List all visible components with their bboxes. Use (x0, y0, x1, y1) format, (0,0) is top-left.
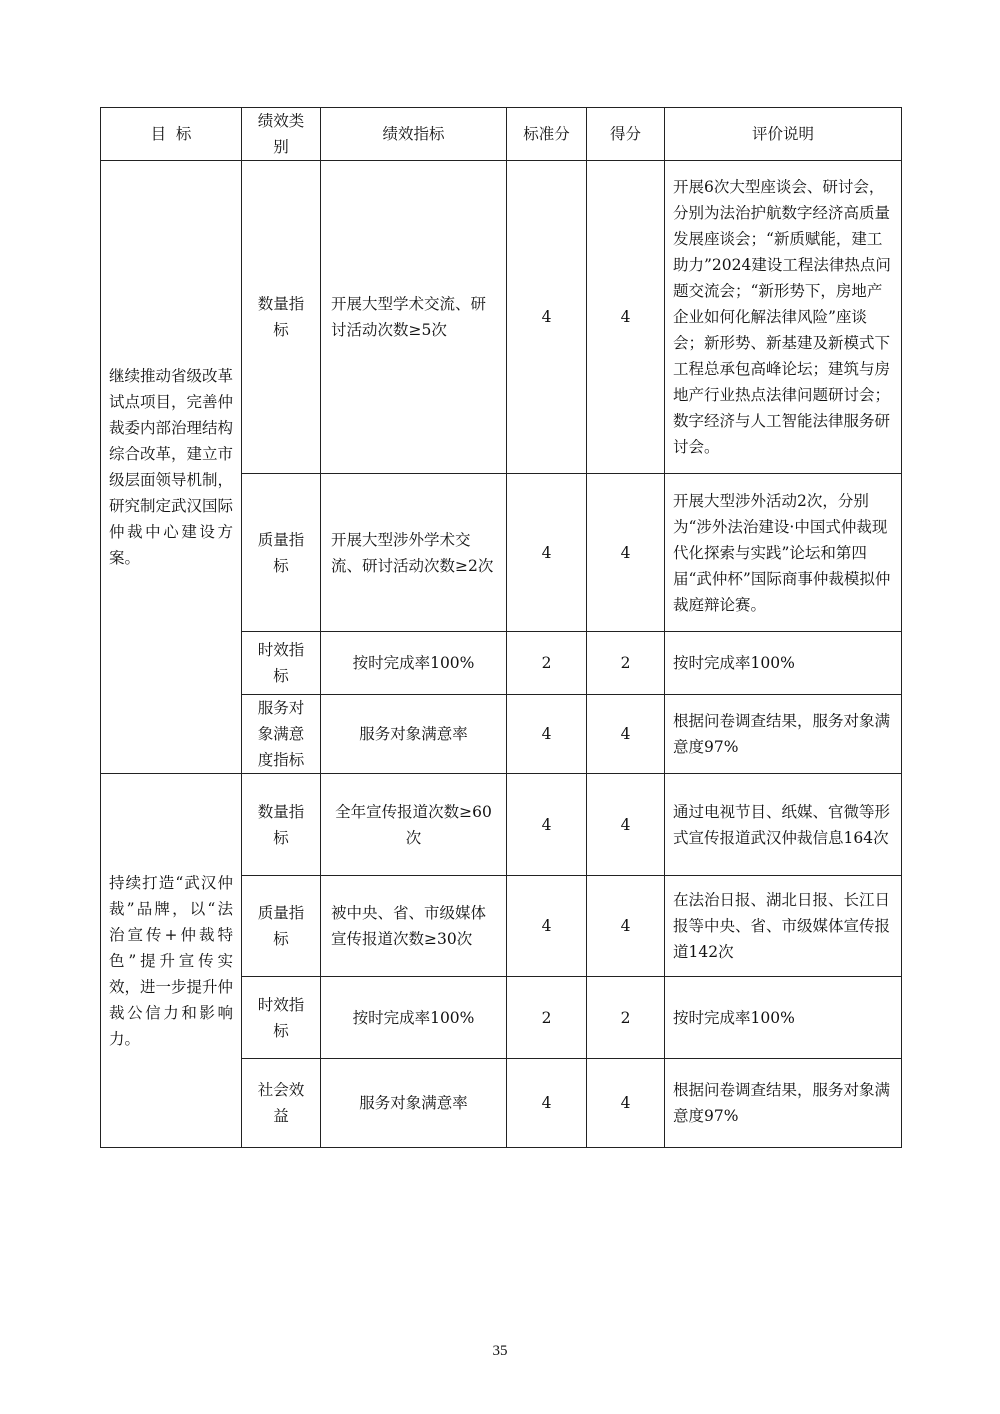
indicator-cell: 服务对象满意率 (321, 695, 507, 774)
page-number: 35 (492, 1343, 508, 1359)
category-cell: 数量指标 (242, 161, 321, 474)
score-cell: 4 (587, 474, 665, 632)
category-cell: 社会效益 (242, 1059, 321, 1148)
evaluation-cell: 按时完成率100% (665, 632, 902, 695)
standard-score-cell: 4 (507, 161, 587, 474)
header-goal: 目 标 (101, 108, 242, 161)
standard-score-cell: 2 (507, 977, 587, 1059)
standard-score-cell: 4 (507, 876, 587, 977)
evaluation-cell: 开展6次大型座谈会、研讨会，分别为法治护航数字经济高质量发展座谈会；“新质赋能，建工助力”2024建设工程法律热点问题交流会；“新形势下，房地产企业如何化解法律风险”座谈会；新形势、新基建及新模式下工程总承包高峰论坛；建筑与房地产行业热点法律问题研讨会；数字经济与人工智能法律服务研讨会。 (665, 161, 902, 474)
category-cell: 数量指标 (242, 774, 321, 876)
category-cell: 时效指标 (242, 632, 321, 695)
category-cell: 质量指标 (242, 876, 321, 977)
score-cell: 4 (587, 774, 665, 876)
category-cell: 质量指标 (242, 474, 321, 632)
category-cell: 时效指标 (242, 977, 321, 1059)
evaluation-cell: 根据问卷调查结果，服务对象满意度97% (665, 1059, 902, 1148)
score-cell: 4 (587, 161, 665, 474)
score-cell: 2 (587, 632, 665, 695)
category-cell: 服务对象满意度指标 (242, 695, 321, 774)
score-cell: 4 (587, 1059, 665, 1148)
header-evaluation: 评价说明 (665, 108, 902, 161)
standard-score-cell: 4 (507, 1059, 587, 1148)
standard-score-cell: 4 (507, 474, 587, 632)
goal-cell: 继续推动省级改革试点项目，完善仲裁委内部治理结构综合改革，建立市级层面领导机制，研究制定武汉国际仲裁中心建设方案。 (101, 161, 242, 774)
score-cell: 4 (587, 876, 665, 977)
evaluation-cell: 按时完成率100% (665, 977, 902, 1059)
indicator-cell: 开展大型学术交流、研讨活动次数≥5次 (321, 161, 507, 474)
header-row (101, 108, 902, 161)
indicator-cell: 按时完成率100% (321, 977, 507, 1059)
header-category: 绩效类别 (242, 108, 321, 161)
standard-score-cell: 4 (507, 695, 587, 774)
evaluation-cell: 根据问卷调查结果，服务对象满意度97% (665, 695, 902, 774)
standard-score-cell: 2 (507, 632, 587, 695)
score-cell: 2 (587, 977, 665, 1059)
evaluation-cell: 在法治日报、湖北日报、长江日报等中央、省、市级媒体宣传报道142次 (665, 876, 902, 977)
indicator-cell: 服务对象满意率 (321, 1059, 507, 1148)
evaluation-cell: 开展大型涉外活动2次，分别为“涉外法治建设·中国式仲裁现代化探索与实践”论坛和第四届“武仲杯”国际商事仲裁模拟仲裁庭辩论赛。 (665, 474, 902, 632)
header-indicator: 绩效指标 (321, 108, 507, 161)
indicator-cell: 被中央、省、市级媒体宣传报道次数≥30次 (321, 876, 507, 977)
evaluation-cell: 通过电视节目、纸媒、官微等形式宣传报道武汉仲裁信息164次 (665, 774, 902, 876)
indicator-cell: 开展大型涉外学术交流、研讨活动次数≥2次 (321, 474, 507, 632)
standard-score-cell: 4 (507, 774, 587, 876)
goal-cell: 持续打造“武汉仲裁”品牌，以“法治宣传+仲裁特色”提升宣传实效，进一步提升仲裁公信力和影响力。 (101, 774, 242, 1148)
performance-table (100, 107, 902, 1148)
header-score: 得分 (587, 108, 665, 161)
indicator-cell: 全年宣传报道次数≥60次 (321, 774, 507, 876)
score-cell: 4 (587, 695, 665, 774)
table-row (101, 774, 902, 876)
table-row (101, 161, 902, 474)
indicator-cell: 按时完成率100% (321, 632, 507, 695)
header-standard: 标准分 (507, 108, 587, 161)
